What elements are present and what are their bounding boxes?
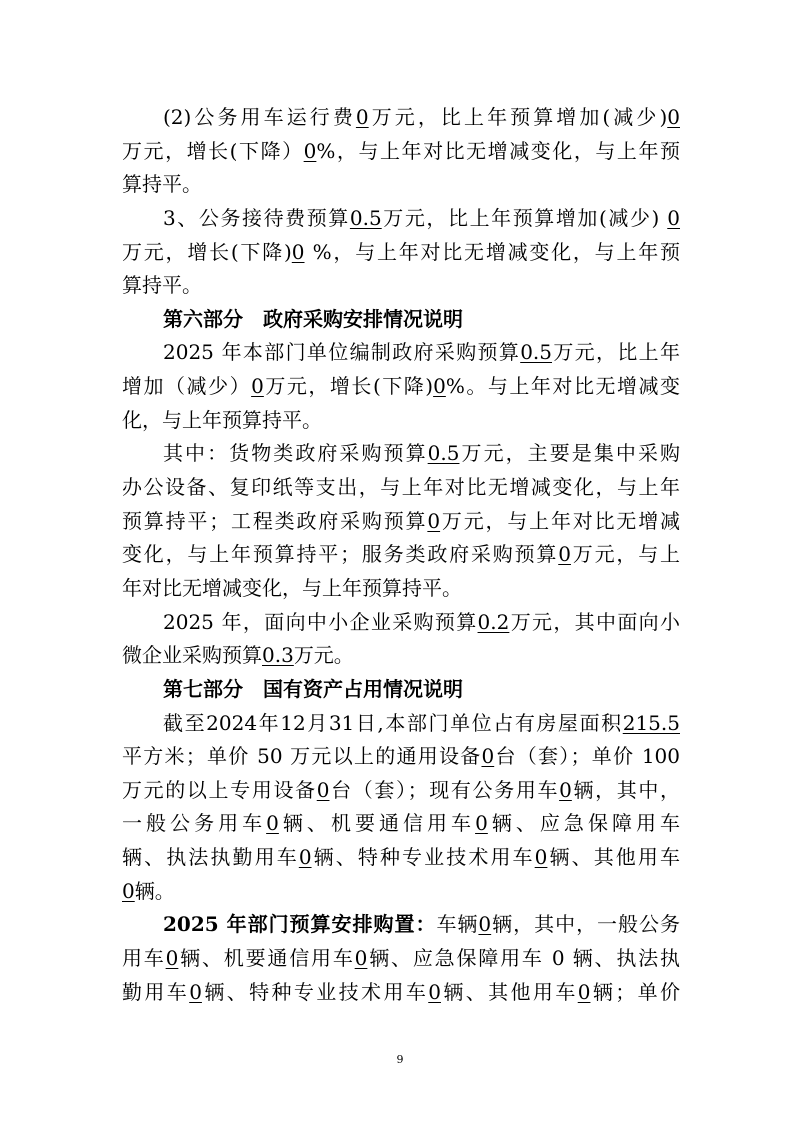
text-line xyxy=(122,437,680,471)
text-segment: 用车 xyxy=(122,946,166,971)
underlined-value: 0 xyxy=(165,946,179,971)
text-line xyxy=(122,168,680,202)
text-segment: 2025 年本部门单位编制政府采购预算 xyxy=(163,340,521,365)
underlined-value: 0 xyxy=(433,374,446,399)
text-segment: 万元，主要是集中采购 xyxy=(459,441,681,466)
text-line xyxy=(122,505,680,539)
text-segment: 万元，比上年预算增加(减少) xyxy=(381,205,668,230)
text-segment: 万元，其中面向小 xyxy=(509,609,680,634)
text-segment: 一般公务用车 xyxy=(122,811,267,836)
text-segment: 辆，其中， xyxy=(571,777,681,802)
underlined-value: 0 xyxy=(427,508,441,533)
text-line xyxy=(122,135,680,169)
text-line xyxy=(122,471,680,505)
text-segment: 辆，其中，一般公务 xyxy=(491,912,681,937)
section-heading xyxy=(122,673,680,707)
underlined-value: 0.2 xyxy=(477,609,510,634)
text-segment: (2)公务用车运行费 xyxy=(163,105,356,129)
text-segment: 万元，比上年预算增加(减少) xyxy=(368,105,668,129)
text-segment: 微企业采购预算 xyxy=(122,643,262,668)
underlined-value: 0 xyxy=(475,811,488,836)
text-segment: 增加（减少） xyxy=(122,374,252,399)
text-segment: 化，与上年预算持平。 xyxy=(122,407,322,432)
text-segment: 辆、特种专业技术用车 xyxy=(311,845,535,870)
text-line xyxy=(122,740,680,774)
text-segment: 平方米；单价 50 万元以上的通用设备 xyxy=(122,744,482,769)
text-line xyxy=(122,236,680,270)
underlined-value: 0 xyxy=(266,811,279,836)
underlined-value: 0 xyxy=(189,979,202,1004)
paragraph xyxy=(122,101,680,202)
underlined-value: 0 xyxy=(478,912,492,937)
underlined-value: 0 xyxy=(667,105,680,129)
underlined-value: 0 xyxy=(534,845,548,870)
text-segment: 台（套）；单价 100 xyxy=(494,744,681,769)
text-segment: 其中：货物类政府采购预算 xyxy=(163,441,428,466)
underlined-value: 0 xyxy=(667,205,680,230)
text-segment: 万元，比上年 xyxy=(552,340,680,365)
text-segment: 2025 年，面向中小企业采购预算 xyxy=(163,609,478,634)
text-segment: 算持平。 xyxy=(122,273,202,298)
underlined-value: 0.5 xyxy=(520,340,553,365)
text-line xyxy=(122,908,680,942)
bold-lead-text: 2025 年部门预算安排购置： xyxy=(163,912,437,937)
text-segment: 万元，增长(下降) xyxy=(263,374,434,399)
text-segment: 万元，增长(下降） xyxy=(122,138,304,163)
text-segment: 台（套）；现有公务用车 xyxy=(329,777,560,802)
text-segment: 辆、执法执勤用车 xyxy=(122,845,299,870)
text-segment: %，与上年对比无增减变化，与上年预 xyxy=(316,138,680,163)
text-segment: 截至2024年12月31日,本部门单位占有房屋面积 xyxy=(163,710,623,735)
text-line xyxy=(122,875,680,909)
text-segment: 年对比无增减变化，与上年预算持平。 xyxy=(122,575,462,600)
text-segment: 3、公务接待费预算 xyxy=(163,205,350,230)
text-segment: 办公设备、复印纸等支出，与上年对比无增减变化，与上年 xyxy=(122,475,680,500)
underlined-value: 0 xyxy=(355,105,369,129)
text-line xyxy=(122,572,680,606)
underlined-value: 0 xyxy=(303,138,317,163)
text-segment: 车辆 xyxy=(436,912,479,937)
text-line xyxy=(122,606,680,640)
underlined-value: 0 xyxy=(428,979,441,1004)
text-line xyxy=(122,774,680,808)
text-line xyxy=(122,404,680,438)
paragraph xyxy=(122,707,680,909)
section-heading-text: 第七部分 国有资产占用情况说明 xyxy=(163,676,463,701)
text-segment: 辆；单价 xyxy=(590,979,681,1004)
text-segment: 辆、机要通信用车 xyxy=(278,811,476,836)
text-segment: 预算持平；工程类政府采购预算 xyxy=(122,508,428,533)
text-segment: 万元，增长(下降) xyxy=(122,239,292,264)
underlined-value: 0.5 xyxy=(349,205,382,230)
text-line xyxy=(122,370,680,404)
paragraph xyxy=(122,202,680,303)
text-line xyxy=(122,336,680,370)
underlined-value: 0.5 xyxy=(427,441,460,466)
underlined-value: 0.3 xyxy=(262,643,294,668)
text-segment: 万元的以上专用设备 xyxy=(122,777,317,802)
text-line xyxy=(122,841,680,875)
underlined-value: 0 xyxy=(298,845,312,870)
paragraph xyxy=(122,336,680,437)
underlined-value: 0 xyxy=(559,777,572,802)
text-segment: 算持平。 xyxy=(122,172,202,197)
paragraph xyxy=(122,908,680,1009)
document-body xyxy=(122,101,680,1009)
text-line xyxy=(122,976,680,1010)
text-line xyxy=(122,807,680,841)
text-segment: 万元，与上 xyxy=(570,542,681,567)
text-segment: 辆、机要通信用车 xyxy=(178,946,355,971)
underlined-value: 0 xyxy=(316,777,330,802)
text-segment: 变化，与上年预算持平；服务类政府采购预算 xyxy=(122,542,559,567)
text-segment: 辆、应急保障用车 xyxy=(487,811,681,836)
underlined-value: 0 xyxy=(291,239,305,264)
paragraph xyxy=(122,606,680,673)
section-heading xyxy=(122,303,680,337)
paragraph xyxy=(122,437,680,605)
text-segment: 辆。 xyxy=(134,878,175,903)
underlined-value: 0 xyxy=(122,878,135,903)
text-segment: 辆、其他用车 xyxy=(547,845,681,870)
underlined-value: 0 xyxy=(251,374,264,399)
underlined-value: 215.5 xyxy=(622,710,680,735)
text-line xyxy=(122,269,680,303)
underlined-value: 0 xyxy=(577,979,591,1004)
page-number: 9 xyxy=(396,1053,404,1066)
text-segment: %。与上年对比无增减变 xyxy=(445,374,681,399)
text-line xyxy=(122,202,680,236)
text-line xyxy=(122,942,680,976)
text-segment: %，与上年对比无增减变化，与上年预 xyxy=(304,239,680,264)
text-line xyxy=(122,639,680,673)
text-line xyxy=(122,538,680,572)
text-line xyxy=(122,101,680,135)
text-segment: 万元，与上年对比无增减 xyxy=(440,508,681,533)
section-heading-text: 第六部分 政府采购安排情况说明 xyxy=(163,306,463,331)
underlined-value: 0 xyxy=(558,542,571,567)
underlined-value: 0 xyxy=(354,946,368,971)
text-segment: 辆、特种专业技术用车 xyxy=(201,979,429,1004)
text-segment: 勤用车 xyxy=(122,979,190,1004)
text-segment: 万元。 xyxy=(293,643,354,668)
text-segment: 辆、应急保障用车 0 辆、执法执 xyxy=(367,946,680,971)
text-line xyxy=(122,707,680,741)
text-segment: 辆、其他用车 xyxy=(440,979,578,1004)
underlined-value: 0 xyxy=(481,744,495,769)
